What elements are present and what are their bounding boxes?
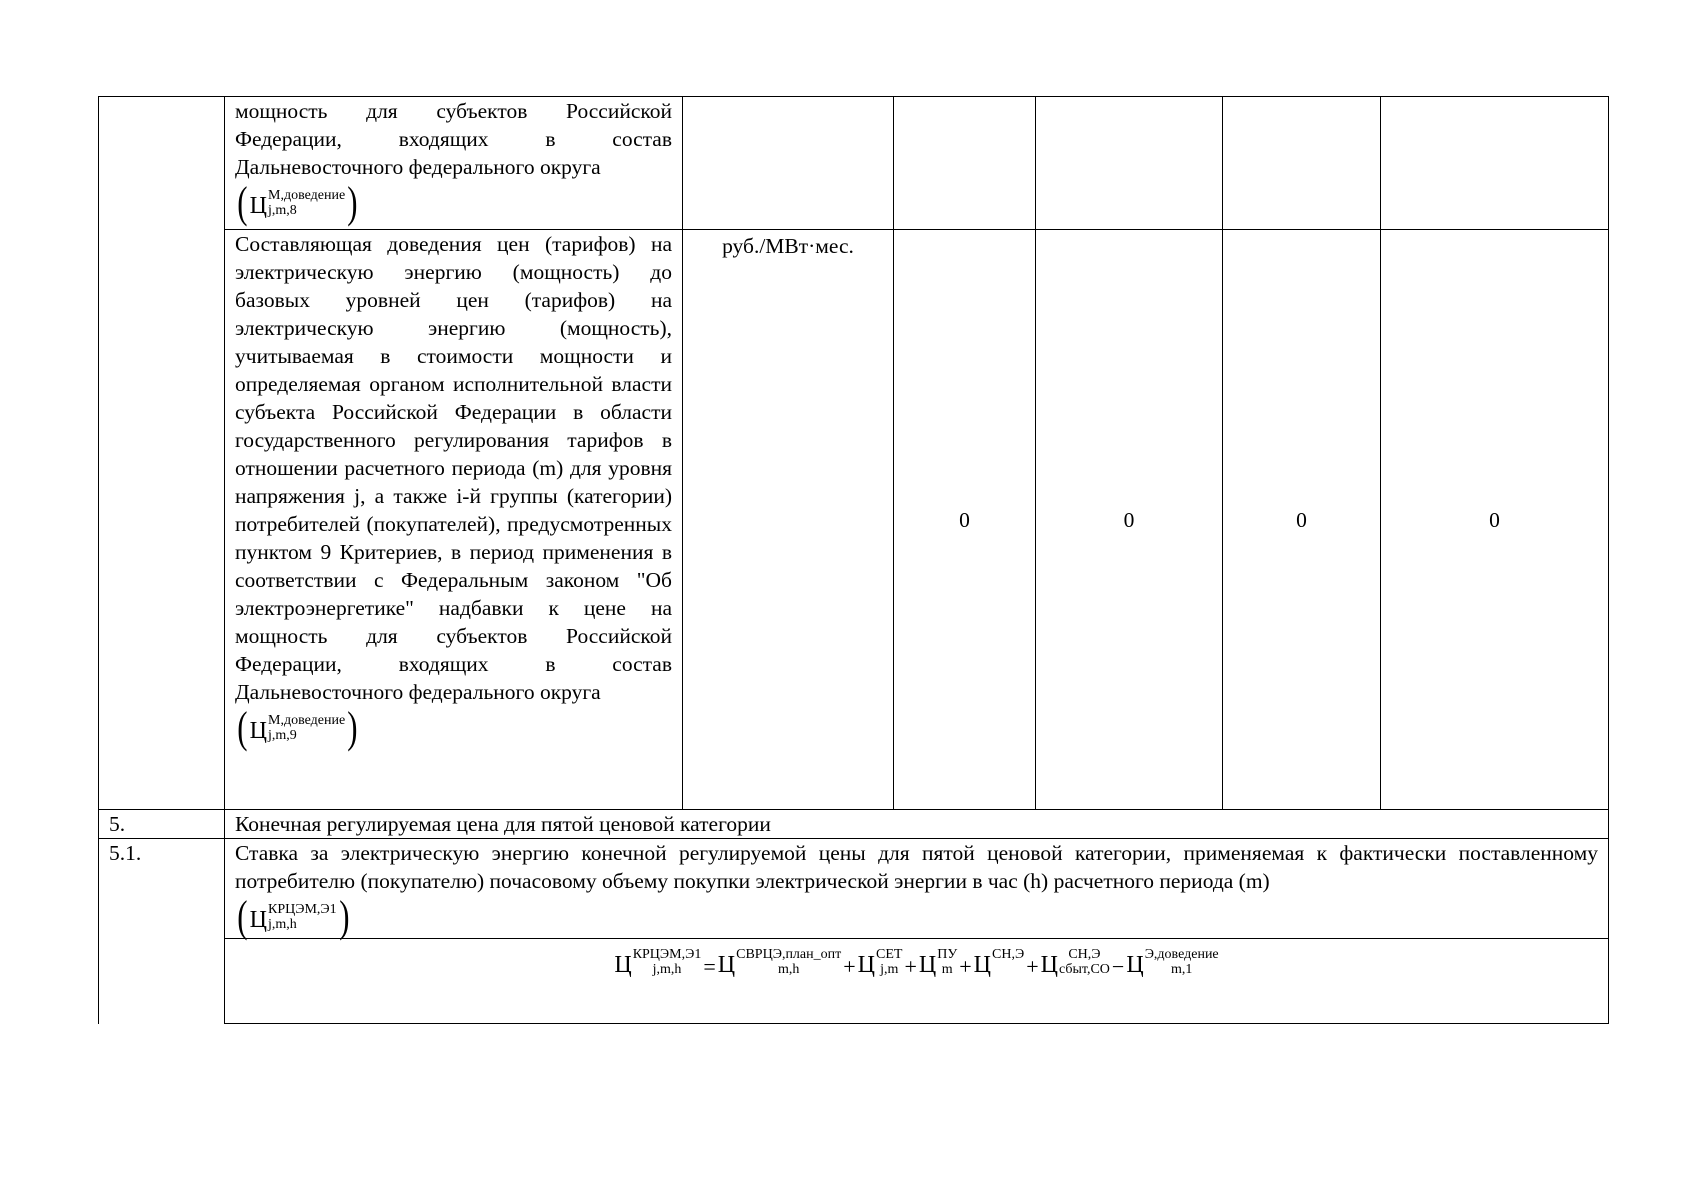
term-base: Ц — [918, 952, 937, 978]
term-base: Ц — [717, 952, 736, 978]
symbol-base: Ц — [249, 718, 267, 744]
table-row-formula — [99, 939, 1609, 1024]
table-row-5 — [99, 810, 1609, 839]
description-cell — [225, 97, 683, 230]
formula-symbol: ( Ц М,доведение j,m,9 ) — [237, 703, 358, 752]
table-row-main — [99, 230, 1609, 810]
formula-term — [919, 947, 957, 977]
row-number: 5. — [99, 810, 225, 839]
description-text: Составляющая доведения цен (тарифов) на электрическую энергию (мощность) до базовых уровней цен (тарифов) на электрическую энергию (мощность), учитываемая в стоимости мощности и определяемая органом исполнительной власти субъекта Российской Федерации в области государственного регулирования тарифов в отношении расчетного периода (m) для уровня напряжения j, а также i-й группы (категории) потребителей (покупателей), предусмотренных пунктом 9 Критериев, в период применения в соответствии с Федеральным законом "Об электроэнергетике" надбавки к цене на мощность для субъектов Российской Федерации, входящих в состав Дальневосточного федерального округа — [235, 232, 672, 704]
value-cell: 0 — [1036, 230, 1223, 810]
term-sup: СН,Э — [992, 947, 1025, 962]
formula-term — [1126, 947, 1218, 977]
value-cell — [1223, 97, 1381, 230]
value-cell: 0 — [1223, 230, 1381, 810]
table-row-5-1 — [99, 839, 1609, 939]
symbol-sup: М,доведение — [268, 188, 346, 203]
value-cell: 0 — [894, 230, 1036, 810]
formula-operator: + — [959, 954, 972, 979]
term-base: Ц — [614, 952, 632, 978]
section-title: Конечная регулируемая цена для пятой ценовой категории — [225, 810, 1609, 839]
formula-operator: = — [703, 954, 716, 979]
symbol-sup: М,доведение — [268, 713, 346, 728]
formula-operator: + — [1026, 954, 1039, 979]
row-number-text: 5.1. — [109, 841, 142, 865]
formula-term — [718, 947, 841, 977]
value-cell — [1036, 97, 1223, 230]
tariff-table — [98, 96, 1609, 1024]
unit-cell — [683, 97, 894, 230]
formula-operator: + — [843, 954, 856, 979]
value-cell: 0 — [1381, 230, 1609, 810]
term-base: Ц — [857, 952, 875, 978]
description-cell — [225, 230, 683, 810]
number-cell — [99, 97, 225, 810]
term-sub: m — [941, 962, 953, 977]
unit-cell: руб./МВт·мес. — [683, 230, 894, 810]
formula-cell — [225, 939, 1609, 1024]
term-sub: j,m — [880, 962, 899, 977]
term-sub: j,m,h — [652, 962, 682, 977]
formula-term — [614, 947, 701, 977]
formula-symbol: ( Ц КРЦЭМ,Э1 j,m,h ) — [237, 892, 350, 941]
term-sub: m,1 — [1170, 962, 1193, 977]
value-cell — [1381, 97, 1609, 230]
value-cell — [894, 97, 1036, 230]
symbol-sup: КРЦЭМ,Э1 — [268, 902, 337, 917]
symbol-sub: j,m,9 — [268, 728, 297, 743]
formula-term — [1041, 947, 1110, 977]
term-sup: КРЦЭМ,Э1 — [632, 947, 702, 962]
symbol-base: Ц — [249, 193, 267, 219]
formula-operator: + — [904, 954, 917, 979]
formula-term — [858, 947, 903, 977]
term-sub: m,h — [777, 962, 800, 977]
term-sup: СН,Э — [1068, 947, 1101, 962]
term-sub — [992, 962, 1024, 977]
symbol-base: Ц — [249, 907, 267, 933]
formula-symbol: ( Ц М,доведение j,m,8 ) — [237, 178, 358, 227]
term-base: Ц — [1040, 952, 1058, 978]
table-row-continuation — [99, 97, 1609, 230]
term-base: Ц — [973, 952, 992, 978]
formula-term — [974, 947, 1025, 977]
term-sub: сбыт,СО — [1058, 962, 1110, 977]
price-formula — [614, 947, 1218, 981]
symbol-sub: j,m,8 — [268, 203, 297, 218]
description-cell — [225, 839, 1609, 939]
symbol-sub: j,m,h — [268, 917, 297, 932]
term-sup: СВРЦЭ,план_опт — [736, 947, 842, 962]
term-base: Ц — [1126, 952, 1144, 978]
term-sup: Э,доведение — [1144, 947, 1219, 962]
formula-operator: − — [1111, 954, 1125, 979]
term-sup: СЕТ — [876, 947, 903, 962]
term-sup: ПУ — [937, 947, 958, 962]
description-text: Ставка за электрическую энергию конечной регулируемой цены для пятой ценовой категории, применяемая к фактически поставленному потребителю (покупателю) почасовому объему покупки электрической энергии в час (h) расчетного периода (m) — [235, 841, 1598, 893]
row-number — [99, 839, 225, 1024]
description-text: мощность для субъектов Российской Федерации, входящих в состав Дальневосточного федерального округа — [235, 99, 672, 179]
